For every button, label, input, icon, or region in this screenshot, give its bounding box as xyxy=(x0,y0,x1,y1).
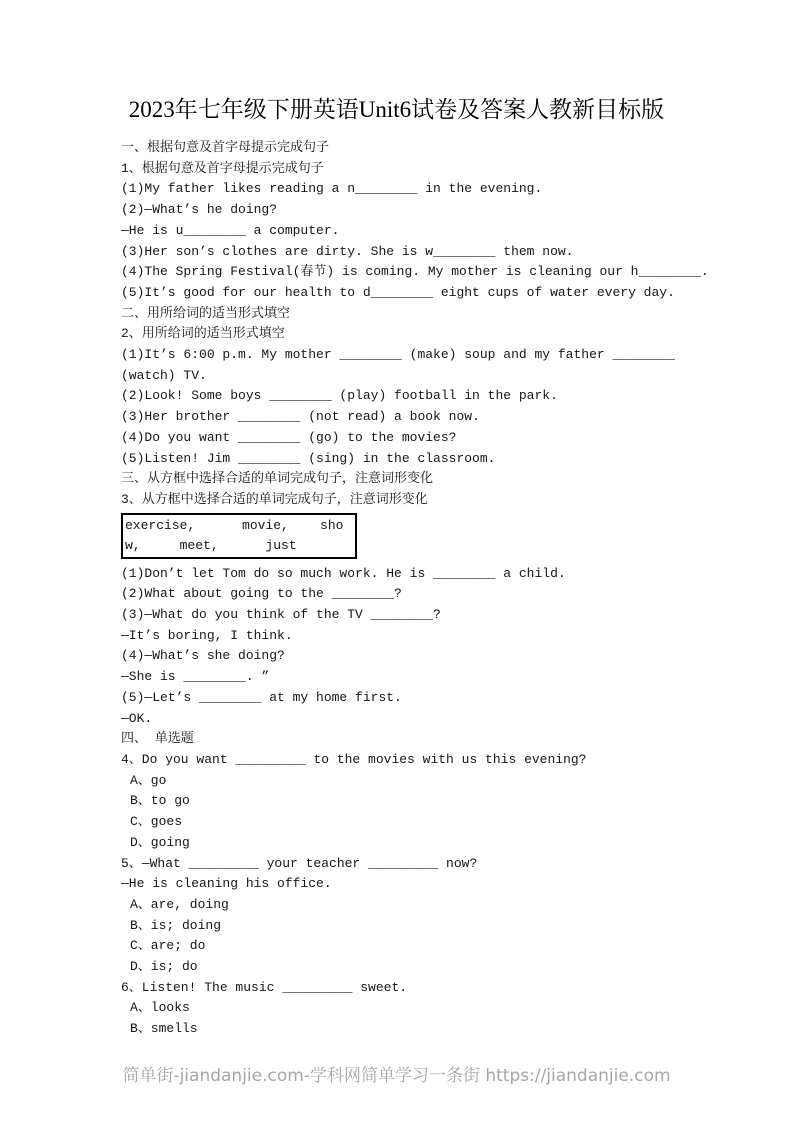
fill-blank-sentence: (3)—What do you think of the TV ________? xyxy=(121,607,441,623)
question-5-stem: 5、—What _________ your teacher _________ now? xyxy=(121,855,478,871)
fill-blank-sentence: (1)Don’t let Tom do so much work. He is ________ a child. xyxy=(121,565,566,581)
question-6-option-b: B、smells xyxy=(130,1021,198,1037)
word-bank-line: w, meet, just xyxy=(125,537,297,553)
section-3-heading: 三、从方框中选择合适的单词完成句子，注意词形变化 xyxy=(121,471,434,487)
page-footer: 简单街-jiandanjie.com-学科网简单学习一条街 https://jiandanjie.com xyxy=(122,1066,671,1086)
section-1-heading: 一、根据句意及首字母提示完成句子 xyxy=(121,140,330,155)
section-1-subheading: 1、根据句意及首字母提示完成句子 xyxy=(121,160,324,176)
question-4-option-d: D、going xyxy=(130,834,190,850)
fill-blank-sentence: —OK. xyxy=(121,710,153,726)
question-5-option-d: D、is; do xyxy=(130,959,198,975)
section-4-heading: 四、 单选题 xyxy=(121,731,194,747)
fill-blank-sentence: (4)—What’s she doing? xyxy=(121,648,285,664)
fill-blank-sentence: —It’s boring, I think. xyxy=(121,627,293,643)
fill-blank-sentence: —She is ________. ” xyxy=(121,669,270,685)
fill-blank-sentence: (4)The Spring Festival(春节) is coming. My mother is cleaning our h________. xyxy=(121,264,709,280)
question-5-option-a: A、are, doing xyxy=(130,896,229,912)
page-title: 2023年七年级下册英语Unit6试卷及答案人教新目标版 xyxy=(128,97,665,122)
word-bank-box xyxy=(121,513,357,559)
fill-blank-sentence: (5)Listen! Jim ________ (sing) in the classroom. xyxy=(121,450,496,466)
section-2-subheading: 2、用所给词的适当形式填空 xyxy=(121,326,285,342)
question-4-stem: 4、Do you want _________ to the movies with us this evening? xyxy=(121,751,587,767)
fill-blank-sentence: (1)My father likes reading a n________ in the evening. xyxy=(121,181,543,197)
fill-blank-sentence: (2)What about going to the ________? xyxy=(121,586,402,602)
word-bank-line: exercise, movie, sho xyxy=(125,517,344,533)
fill-blank-sentence: (5)It’s good for our health to d________ eight cups of water every day. xyxy=(121,284,675,300)
section-3-subheading: 3、从方框中选择合适的单词完成句子，注意词形变化 xyxy=(121,491,428,507)
question-5-reply: —He is cleaning his office. xyxy=(121,876,332,892)
fill-blank-sentence: —He is u________ a computer. xyxy=(121,222,340,238)
question-6-option-a: A、looks xyxy=(130,1000,190,1016)
question-5-option-b: B、is; doing xyxy=(130,917,222,933)
fill-blank-sentence: (1)It’s 6:00 p.m. My mother ________ (make) soup and my father ________ (watch) TV. xyxy=(121,347,683,383)
question-4-option-a: A、go xyxy=(130,772,167,788)
fill-blank-sentence: (3)Her brother ________ (not read) a book now. xyxy=(121,409,480,425)
fill-blank-sentence: (5)—Let’s ________ at my home first. xyxy=(121,689,402,705)
section-2-heading: 二、用所给词的适当形式填空 xyxy=(121,305,291,321)
question-5-option-c: C、are; do xyxy=(130,938,206,954)
exam-body xyxy=(121,138,713,1040)
fill-blank-sentence: (4)Do you want ________ (go) to the movies? xyxy=(121,429,457,445)
fill-blank-sentence: (2)Look! Some boys ________ (play) football in the park. xyxy=(121,388,558,404)
question-4-option-b: B、to go xyxy=(130,793,190,809)
question-6-stem: 6、Listen! The music _________ sweet. xyxy=(121,979,408,995)
fill-blank-sentence: (2)—What’s he doing? xyxy=(121,202,278,218)
question-4-option-c: C、goes xyxy=(130,814,183,830)
fill-blank-sentence: (3)Her son’s clothes are dirty. She is w________ them now. xyxy=(121,243,574,259)
